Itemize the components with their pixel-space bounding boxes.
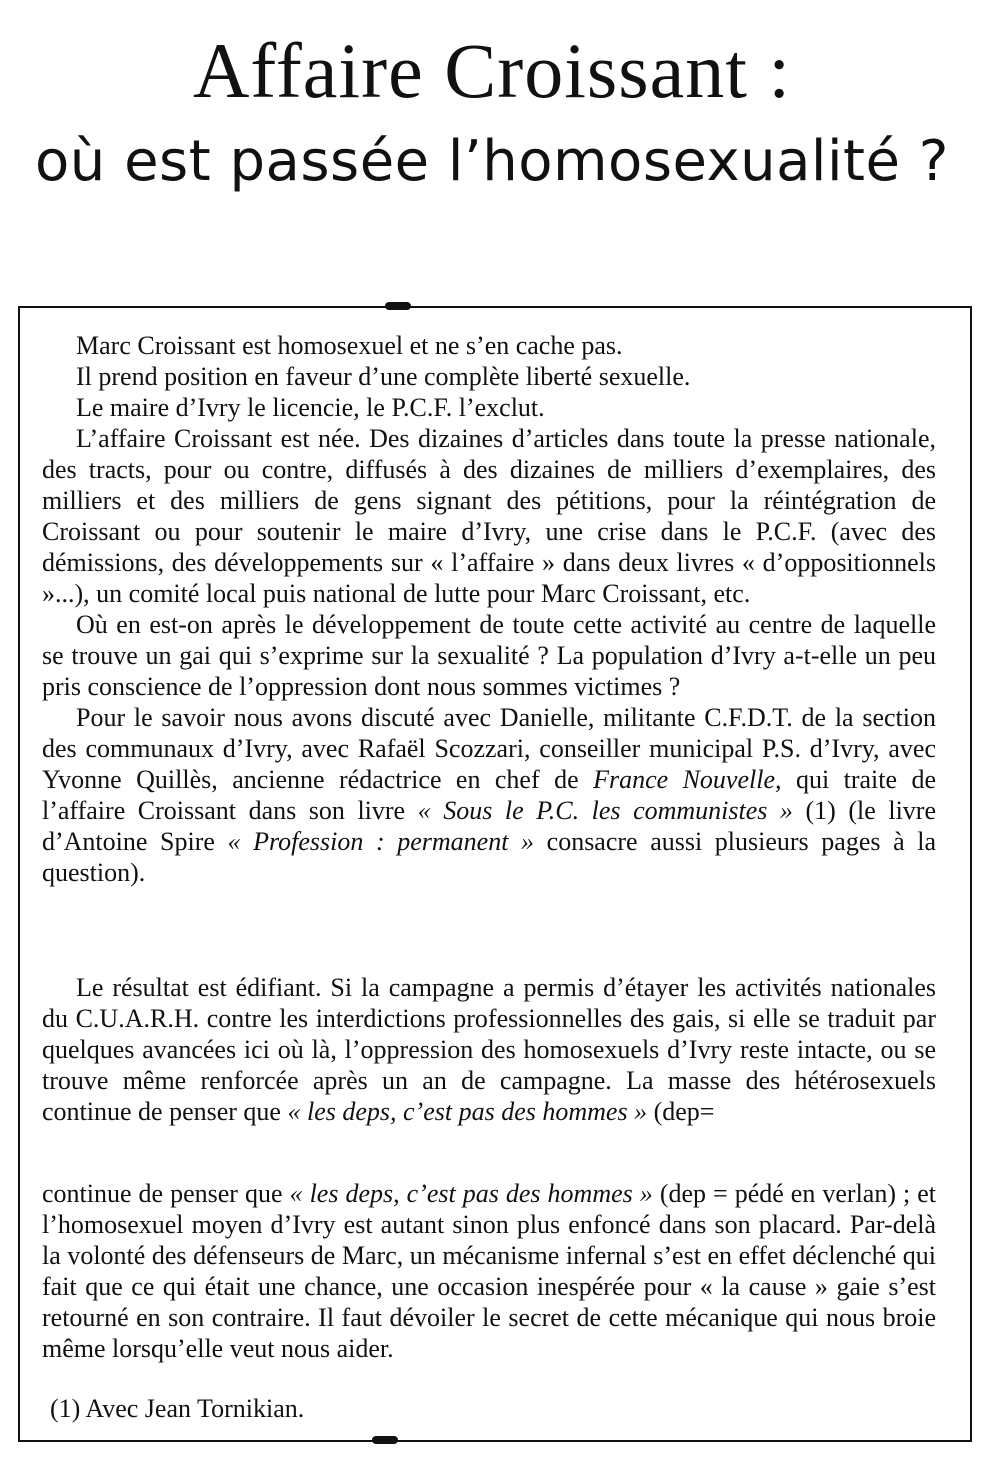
bottom-rule xyxy=(18,1440,972,1442)
paragraph-7 xyxy=(42,972,936,1127)
article-body-part-1 xyxy=(42,330,936,888)
footnote: (1) Avec Jean Tornikian. xyxy=(50,1394,305,1423)
paragraph-8-text-b: (dep = pédé en verlan) ; et l’homosexuel moyen d’Ivry est autant sinon plus enfoncé dans son placard. Par-delà la volonté des défenseurs de Marc, un mécanisme infernal s’est en effet déclenché qui fait que ce qui était une chance, une occasion inespérée pour « la cause » gaie s’est retourné en son contraire. Il faut dévoiler le secret de cette mécanique qui nous broie même lorsqu’elle veut nous aider. xyxy=(42,1179,937,1363)
paragraph-6-book-title-2: « Profession : permanent » xyxy=(227,827,535,856)
article-title: Affaire Croissant : xyxy=(192,27,792,114)
paragraph-2: Il prend position en faveur d’une complète liberté sexuelle. xyxy=(76,362,691,391)
paragraph-5: Où en est-on après le développement de toute cette activité au centre de laquelle se trouve un gai qui s’exprime sur la sexualité ? La population d’Ivry a-t-elle un peu pris conscience de l’oppression dont nous sommes victimes ? xyxy=(42,610,936,701)
paragraph-1: Marc Croissant est homosexuel et ne s’en cache pas. xyxy=(76,331,623,360)
paragraph-6-text-b: qui traite de l’affaire Croissant dans son livre xyxy=(42,765,936,825)
article-subtitle: où est passée l’homosexualité ? xyxy=(35,129,949,194)
paragraph-6-text-c: (1) (le livre d’Antoine Spire xyxy=(42,796,936,856)
paragraph-4: L’affaire Croissant est née. Des dizaines d’articles dans toute la presse nationale, des tracts, pour ou contre, diffusés à des dizaines de milliers d’exemplaires, des milliers et des milliers de gens signant des pétitions, pour la réintégration de Croissant ou pour soutenir le maire d’Ivry, une crise dans le P.C.F. (avec des démissions, des développements sur « l’affaire » dans deux livres « d’oppositionnels »...), un comité local puis national de lutte pour Marc Croissant, etc. xyxy=(42,424,936,608)
paragraph-6-text-a: Pour le savoir nous avons discuté avec Danielle, militante C.F.D.T. de la section des communaux d’Ivry, avec Rafaël Scozzari, conseiller municipal P.S. d’Ivry, avec Yvonne Quillès, ancienne rédactrice en chef de xyxy=(42,703,936,794)
paragraph-6-book-title: « Sous le P.C. les communistes » xyxy=(417,796,793,825)
paragraph-6 xyxy=(42,702,936,888)
paragraph-7-text-b: (dep= xyxy=(647,1097,715,1126)
top-ornament xyxy=(385,302,411,310)
paragraph-7-text-a: Le résultat est édifiant. Si la campagne a permis d’étayer les activités nationales du C.U.A.R.H. contre les interdictions professionnelles des gais, si elle se traduit par quelques avancées ici où là, l’oppression des homosexuels d’Ivry reste intacte, ou se trouve même renforcée après un an de campagne. La masse des hétérosexuels continue de penser que xyxy=(42,973,936,1126)
article-body-part-3 xyxy=(42,1178,936,1364)
paragraph-6-text-d: consacre aussi plusieurs pages à la question). xyxy=(42,827,936,887)
paragraph-7-quote: « les deps, c’est pas des hommes » xyxy=(287,1097,648,1126)
paragraph-8-quote: « les deps, c’est pas des hommes » xyxy=(289,1179,653,1208)
article-body-part-2 xyxy=(42,972,936,1127)
paragraph-8 xyxy=(42,1178,936,1364)
paragraph-3: Le maire d’Ivry le licencie, le P.C.F. l’exclut. xyxy=(76,393,545,422)
top-rule xyxy=(18,306,972,308)
paragraph-8-text-a: continue de penser que xyxy=(42,1179,290,1208)
bottom-ornament xyxy=(372,1436,398,1444)
paragraph-6-magazine-title: France Nouvelle, xyxy=(593,765,782,794)
